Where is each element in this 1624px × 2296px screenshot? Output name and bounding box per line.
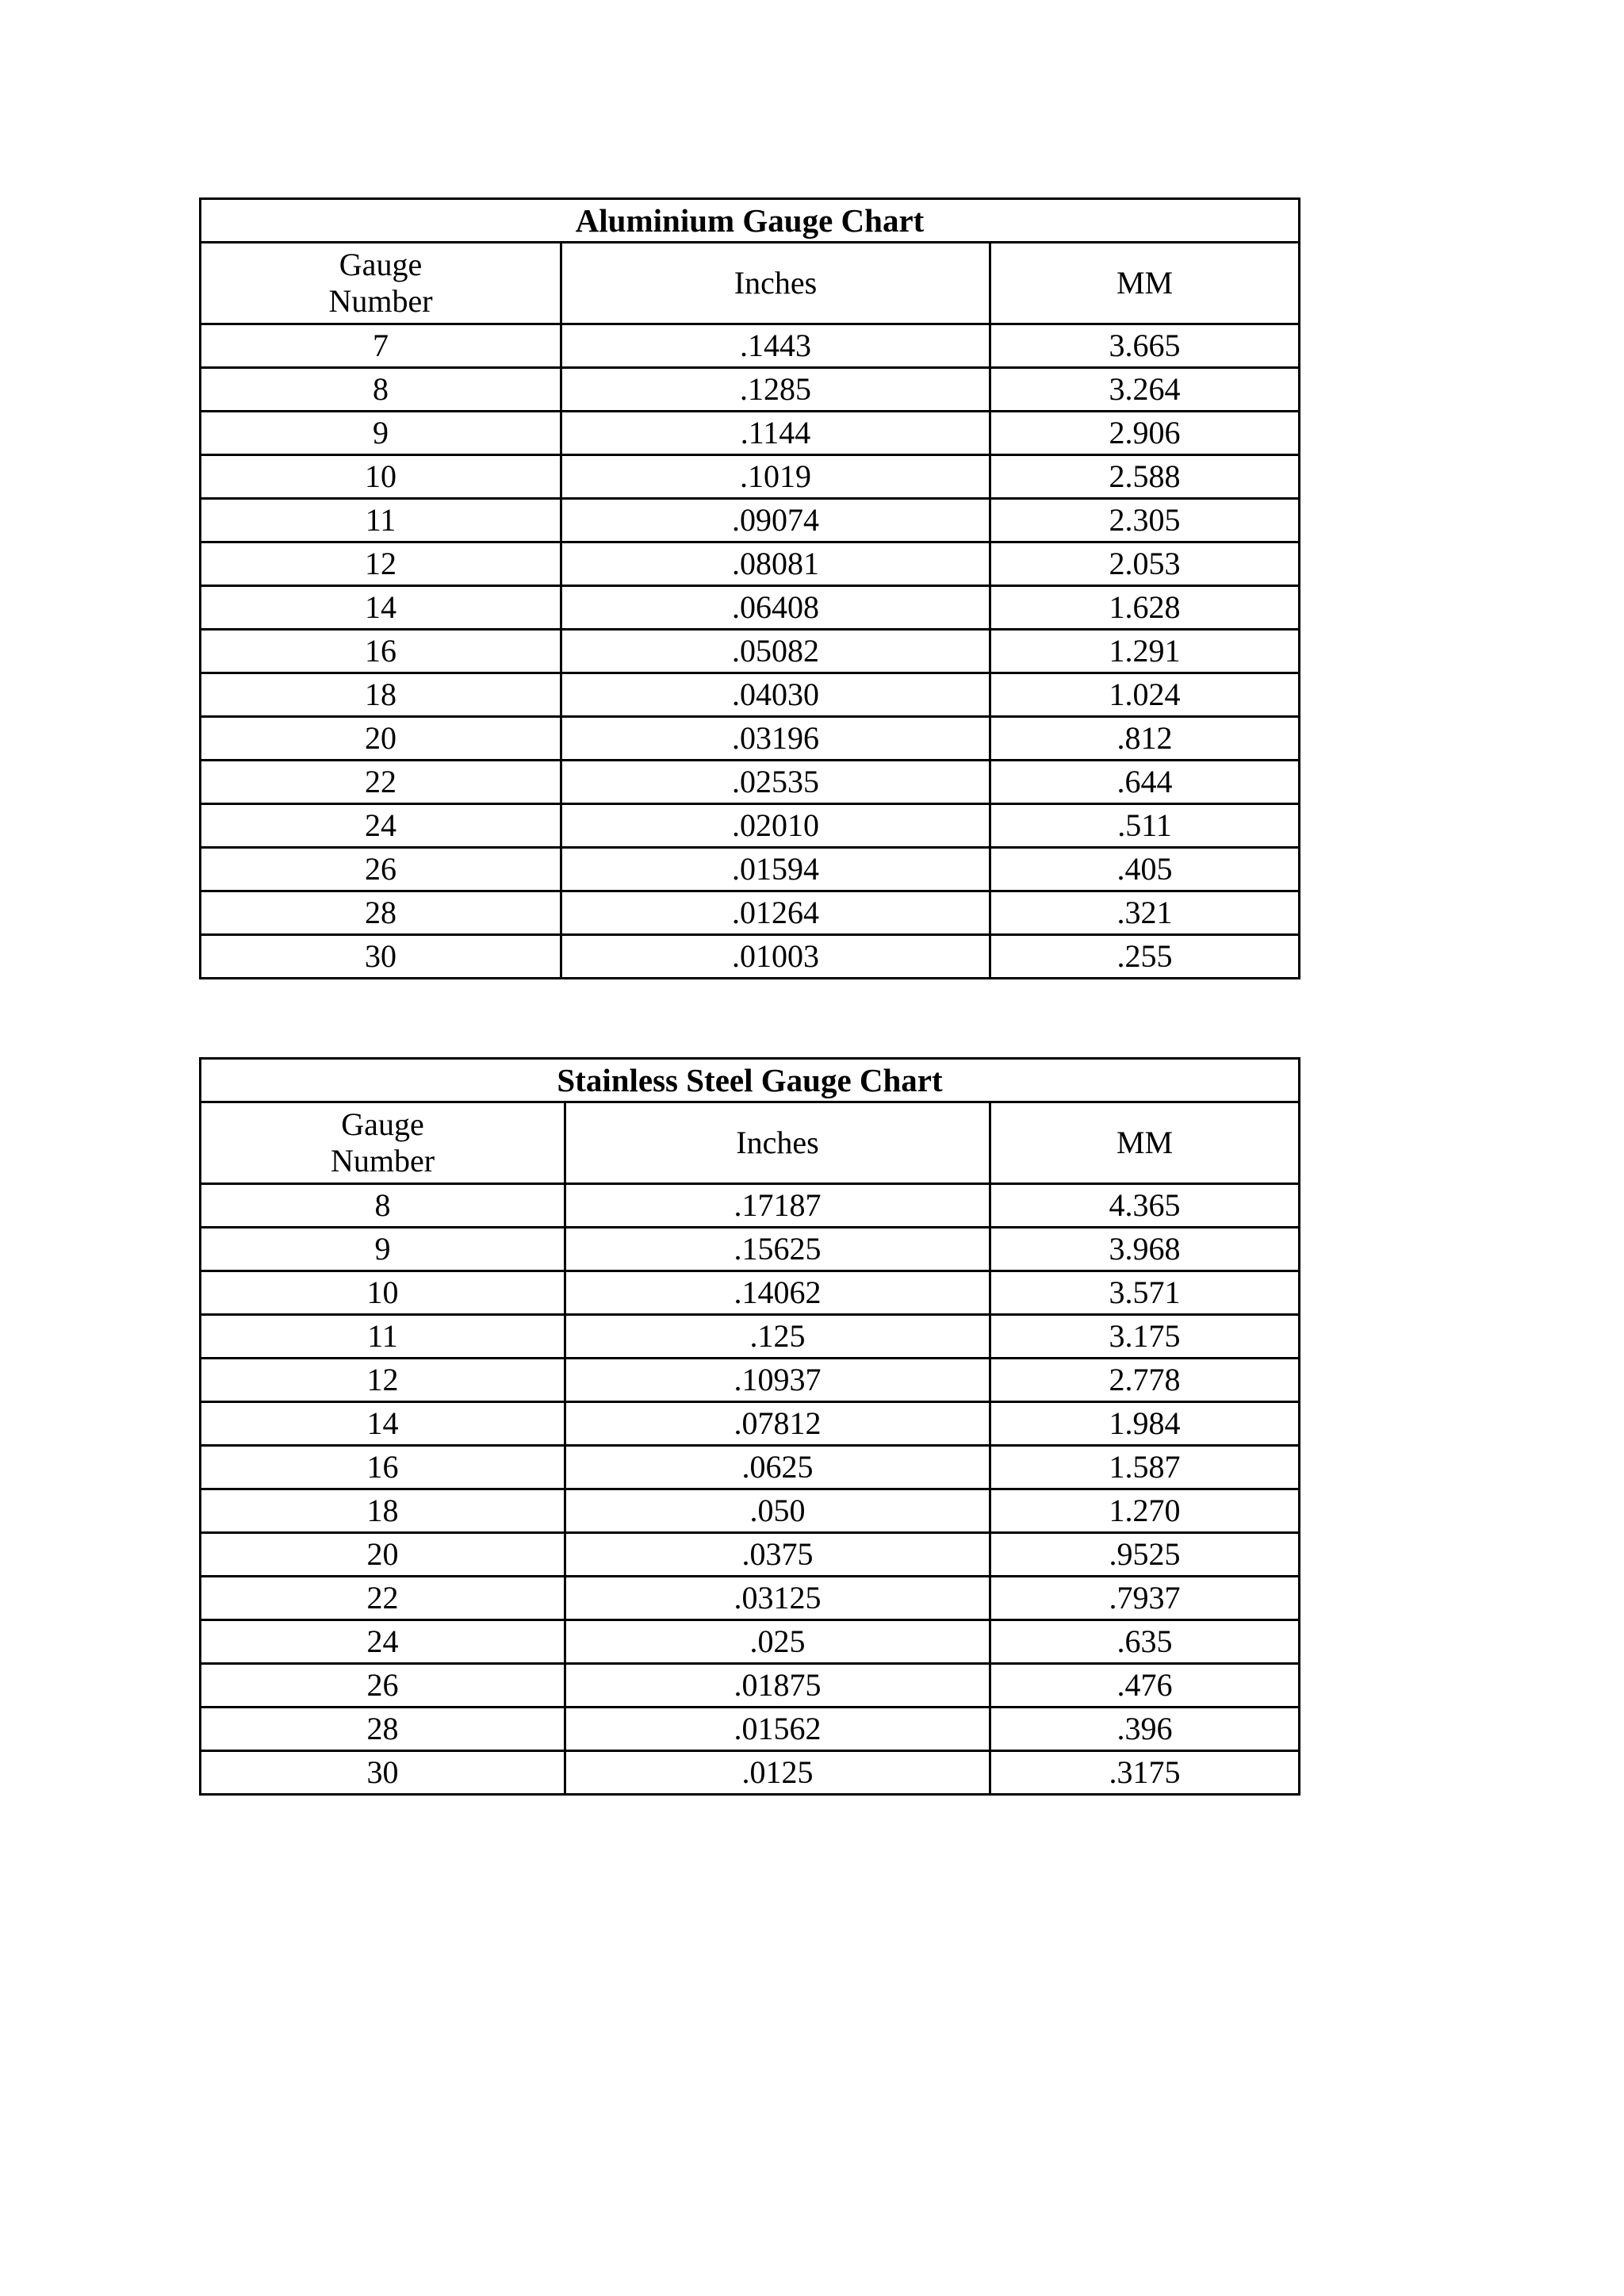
- cell-mm: .644: [990, 761, 1300, 804]
- cell-gauge: 22: [201, 1577, 565, 1620]
- table-row: [201, 1184, 1300, 1228]
- cell-mm: .9525: [990, 1533, 1300, 1577]
- cell-gauge: 30: [201, 1751, 565, 1795]
- cell-inches: .01594: [561, 848, 990, 891]
- column-header-mm: MM: [990, 1102, 1300, 1184]
- table-row: [201, 1620, 1300, 1664]
- table-row: [201, 1228, 1300, 1271]
- column-header-gauge-number: [201, 1102, 565, 1184]
- table-row: [201, 848, 1300, 891]
- cell-gauge: 20: [201, 717, 561, 761]
- table-row: [201, 891, 1300, 935]
- cell-gauge: 28: [201, 891, 561, 935]
- table-row: [201, 935, 1300, 979]
- cell-mm: .812: [990, 717, 1300, 761]
- cell-mm: .511: [990, 804, 1300, 848]
- cell-inches: .05082: [561, 630, 990, 673]
- column-header-mm: MM: [990, 243, 1300, 324]
- cell-gauge: 28: [201, 1708, 565, 1751]
- cell-gauge: 20: [201, 1533, 565, 1577]
- cell-gauge: 11: [201, 1315, 565, 1359]
- cell-inches: .04030: [561, 673, 990, 717]
- cell-mm: 1.984: [990, 1402, 1300, 1446]
- cell-mm: 1.628: [990, 586, 1300, 630]
- cell-gauge: 8: [201, 368, 561, 412]
- cell-gauge: 8: [201, 1184, 565, 1228]
- cell-inches: .01003: [561, 935, 990, 979]
- cell-inches: .1285: [561, 368, 990, 412]
- cell-mm: 2.305: [990, 499, 1300, 542]
- table-row: [201, 1751, 1300, 1795]
- cell-gauge: 9: [201, 1228, 565, 1271]
- cell-inches: .1144: [561, 412, 990, 455]
- column-header-inches: Inches: [561, 243, 990, 324]
- table-body: [201, 324, 1300, 979]
- aluminium-gauge-table: [199, 197, 1300, 979]
- cell-gauge: 22: [201, 761, 561, 804]
- table-row: [201, 1315, 1300, 1359]
- cell-inches: .06408: [561, 586, 990, 630]
- cell-inches: .050: [565, 1489, 990, 1533]
- table-row: [201, 1446, 1300, 1489]
- cell-mm: 2.906: [990, 412, 1300, 455]
- cell-mm: 4.365: [990, 1184, 1300, 1228]
- column-header-inches: Inches: [565, 1102, 990, 1184]
- table-row: [201, 761, 1300, 804]
- table-row: [201, 1359, 1300, 1402]
- cell-gauge: 18: [201, 673, 561, 717]
- table-row: [201, 1577, 1300, 1620]
- column-header-gauge-number: [201, 243, 561, 324]
- cell-gauge: 24: [201, 804, 561, 848]
- cell-inches: .02535: [561, 761, 990, 804]
- table-row: [201, 1664, 1300, 1708]
- cell-inches: .17187: [565, 1184, 990, 1228]
- cell-inches: .14062: [565, 1271, 990, 1315]
- header-gauge-line1: Gauge: [341, 1106, 424, 1142]
- cell-gauge: 16: [201, 630, 561, 673]
- cell-mm: .396: [990, 1708, 1300, 1751]
- cell-gauge: 10: [201, 1271, 565, 1315]
- cell-mm: 1.024: [990, 673, 1300, 717]
- cell-inches: .01562: [565, 1708, 990, 1751]
- table-row: [201, 499, 1300, 542]
- stainless-steel-gauge-table: [199, 1057, 1300, 1796]
- cell-mm: 2.588: [990, 455, 1300, 499]
- table-row: [201, 542, 1300, 586]
- table-row: [201, 1271, 1300, 1315]
- cell-gauge: 24: [201, 1620, 565, 1664]
- header-gauge-line2: Number: [328, 283, 433, 319]
- cell-inches: .02010: [561, 804, 990, 848]
- table-title: Aluminium Gauge Chart: [201, 199, 1300, 243]
- cell-inches: .0375: [565, 1533, 990, 1577]
- cell-mm: .476: [990, 1664, 1300, 1708]
- cell-mm: .3175: [990, 1751, 1300, 1795]
- cell-mm: .635: [990, 1620, 1300, 1664]
- table-title: Stainless Steel Gauge Chart: [201, 1059, 1300, 1102]
- cell-mm: .321: [990, 891, 1300, 935]
- cell-inches: .01875: [565, 1664, 990, 1708]
- cell-inches: .03196: [561, 717, 990, 761]
- table-row: [201, 586, 1300, 630]
- cell-inches: .1443: [561, 324, 990, 368]
- header-gauge-line2: Number: [330, 1143, 435, 1179]
- cell-inches: .15625: [565, 1228, 990, 1271]
- table-row: [201, 412, 1300, 455]
- cell-mm: 3.665: [990, 324, 1300, 368]
- cell-inches: .09074: [561, 499, 990, 542]
- cell-inches: .10937: [565, 1359, 990, 1402]
- table-row: [201, 630, 1300, 673]
- cell-inches: .07812: [565, 1402, 990, 1446]
- table-row: [201, 804, 1300, 848]
- cell-mm: 3.968: [990, 1228, 1300, 1271]
- cell-gauge: 10: [201, 455, 561, 499]
- cell-inches: .1019: [561, 455, 990, 499]
- cell-gauge: 26: [201, 848, 561, 891]
- cell-gauge: 12: [201, 542, 561, 586]
- cell-gauge: 30: [201, 935, 561, 979]
- cell-mm: 3.571: [990, 1271, 1300, 1315]
- table-row: [201, 1489, 1300, 1533]
- table-row: [201, 368, 1300, 412]
- table-body: [201, 1184, 1300, 1795]
- cell-inches: .01264: [561, 891, 990, 935]
- cell-gauge: 7: [201, 324, 561, 368]
- cell-gauge: 16: [201, 1446, 565, 1489]
- cell-inches: .025: [565, 1620, 990, 1664]
- table-row: [201, 455, 1300, 499]
- cell-inches: .08081: [561, 542, 990, 586]
- cell-inches: .03125: [565, 1577, 990, 1620]
- cell-mm: 1.291: [990, 630, 1300, 673]
- table-row: [201, 1533, 1300, 1577]
- cell-gauge: 14: [201, 586, 561, 630]
- header-gauge-line1: Gauge: [339, 247, 423, 282]
- cell-gauge: 26: [201, 1664, 565, 1708]
- table-row: [201, 324, 1300, 368]
- cell-inches: .0125: [565, 1751, 990, 1795]
- cell-gauge: 12: [201, 1359, 565, 1402]
- table-row: [201, 717, 1300, 761]
- cell-mm: 3.264: [990, 368, 1300, 412]
- cell-gauge: 18: [201, 1489, 565, 1533]
- cell-mm: 1.270: [990, 1489, 1300, 1533]
- table-row: [201, 1708, 1300, 1751]
- cell-mm: .7937: [990, 1577, 1300, 1620]
- cell-gauge: 11: [201, 499, 561, 542]
- cell-gauge: 14: [201, 1402, 565, 1446]
- cell-mm: 3.175: [990, 1315, 1300, 1359]
- cell-mm: .255: [990, 935, 1300, 979]
- cell-mm: 1.587: [990, 1446, 1300, 1489]
- cell-mm: 2.778: [990, 1359, 1300, 1402]
- table-row: [201, 673, 1300, 717]
- cell-mm: 2.053: [990, 542, 1300, 586]
- cell-inches: .125: [565, 1315, 990, 1359]
- cell-mm: .405: [990, 848, 1300, 891]
- cell-gauge: 9: [201, 412, 561, 455]
- cell-inches: .0625: [565, 1446, 990, 1489]
- table-row: [201, 1402, 1300, 1446]
